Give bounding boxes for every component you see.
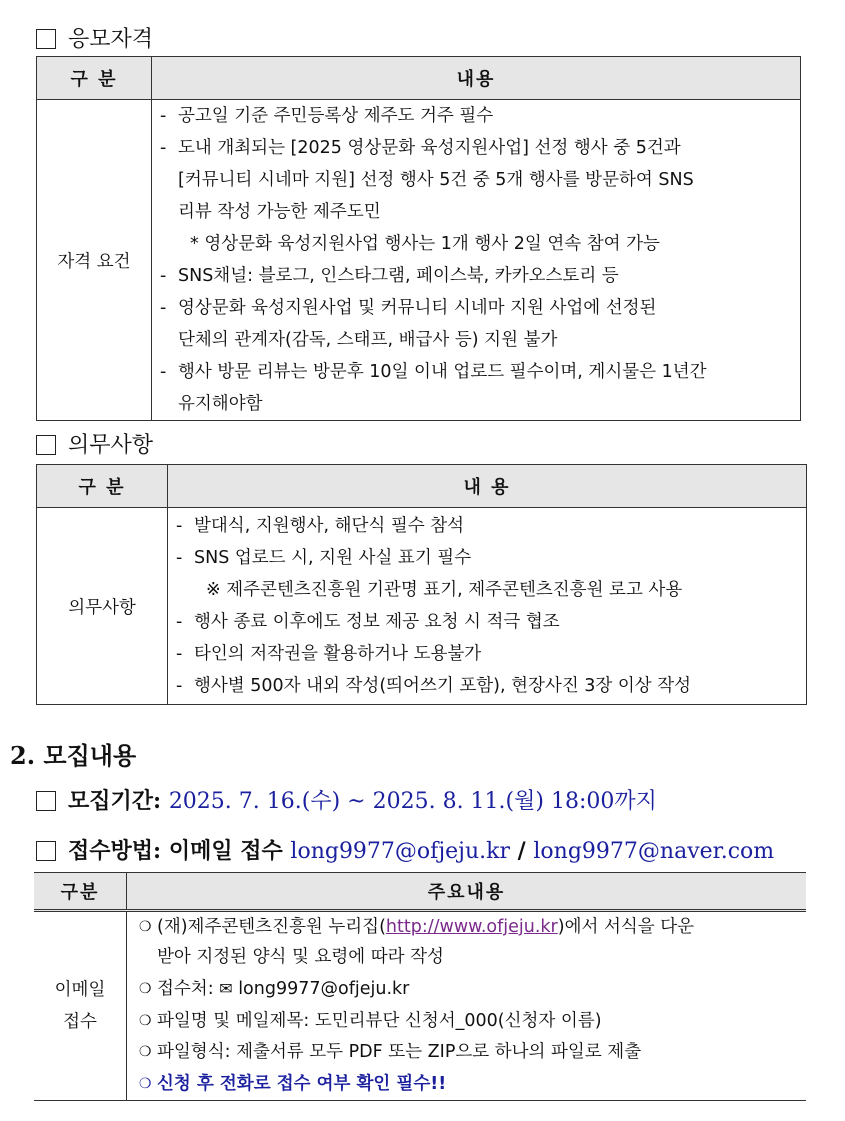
item-label: 접수처: [157,979,214,999]
heading-text: 의무사항 [68,433,154,458]
recruitment-period [36,784,657,815]
eligibility-list [152,100,790,420]
list-item-continued: 리뷰 작성 가능한 제주도민 [178,202,381,222]
submission-list [131,912,806,1100]
list-item: - 타인의 저작권을 활용하거나 도용불가 [168,638,806,670]
list-item [131,972,806,1006]
label-line-2: 접수 [63,1012,97,1032]
eligibility-table [36,56,801,421]
list-item: - SNS채널: 블로그, 인스타그램, 페이스북, 카카오스토리 등 [152,260,790,292]
checkbox-square-icon [36,841,56,861]
duties-table [36,464,807,705]
checkbox-square-icon [36,435,56,455]
table-header-category: 구분 [34,873,127,911]
list-item [131,912,806,942]
list-item-emphasis: ❍ 신청 후 전화로 접수 여부 확인 필수!! [131,1068,806,1100]
list-item: - SNS 업로드 시, 지원 사실 표기 필수 [168,542,806,574]
homepage-link[interactable]: http://www.ofjeju.kr [385,917,558,937]
list-item: ❍ 파일형식: 제출서류 모두 PDF 또는 ZIP으로 하나의 파일로 제출 [131,1036,806,1068]
list-item: - 도내 개최되는 [2025 영상문화 육성지원사업] 선정 행사 중 5건과 [152,132,790,164]
table-header-category: 구 분 [37,465,168,508]
list-item: ❍ 파일명 및 메일제목: 도민리뷰단 신청서_000(신청자 이름) [131,1006,806,1036]
item-value: long9977@ofjeju.kr [238,979,410,999]
submission-content [127,911,807,1101]
heading-text: 응모자격 [68,27,154,52]
list-item: - 행사별 500자 내외 작성(띄어쓰기 포함), 현장사진 3장 이상 작성 [168,670,806,702]
method-label: 접수방법: [68,838,162,864]
method-value: 이메일 접수 [168,838,283,864]
list-item: * 영상문화 육성지원사업 행사는 1개 행사 2일 연속 참여 가능 [190,234,660,254]
list-item: - 행사 방문 리뷰는 방문후 10일 이내 업로드 필수이며, 게시물은 1년간 [152,356,790,388]
table-header-content: 내 용 [168,465,807,508]
list-item-continued: 유지해야함 [178,394,263,414]
table-header-category: 구 분 [37,57,152,100]
period-label: 모집기간: [68,788,162,814]
label-line-1: 이메일 [54,980,106,1000]
submission-table [34,872,806,1101]
table-header-content: 내용 [152,57,801,100]
submission-method [36,834,774,865]
list-item: ※ 제주콘텐츠진흥원 기관명 표기, 제주콘텐츠진흥원 로고 사용 [206,580,683,600]
row-label [34,911,127,1101]
email-link-naver[interactable]: long9977@naver.com [533,839,775,864]
eligibility-content [152,100,801,421]
item-text: )에서 서식을 다운 [557,917,695,937]
section-heading-recruitment: 2. 모집내용 [10,741,137,770]
period-value: 2025. 7. 16.(수) ~ 2025. 8. 11.(월) 18:00까지 [168,789,657,814]
list-item: - 발대식, 지원행사, 해단식 필수 참석 [168,510,806,542]
checkbox-square-icon [36,791,56,811]
list-item-continued: 단체의 관계자(감독, 스태프, 배급사 등) 지원 불가 [178,330,558,350]
list-item: - 공고일 기준 주민등록상 제주도 거주 필수 [152,100,790,132]
duties-content [168,508,807,705]
email-link-ofjeju[interactable]: long9977@ofjeju.kr [290,839,510,864]
table-header-content: 주요내용 [127,873,807,911]
envelope-icon: ✉ [219,979,233,998]
duties-list [168,510,806,702]
list-item: - 행사 종료 이후에도 정보 제공 요청 시 적극 협조 [168,606,806,638]
section-heading-duties [36,428,153,459]
item-text: (재)제주콘텐츠진흥원 누리집( [157,917,386,937]
list-item-continued: [커뮤니티 시네마 지원] 선정 행사 5건 중 5개 행사를 방문하여 SNS [178,170,694,190]
row-label: 자격 요건 [37,100,152,421]
separator: / [517,838,526,864]
section-heading-eligibility [36,22,153,53]
checkbox-square-icon [36,29,56,49]
list-item-continued: 받아 지정된 양식 및 요령에 따라 작성 [157,947,444,967]
list-item: - 영상문화 육성지원사업 및 커뮤니티 시네마 지원 사업에 선정된 [152,292,790,324]
row-label: 의무사항 [37,508,168,705]
